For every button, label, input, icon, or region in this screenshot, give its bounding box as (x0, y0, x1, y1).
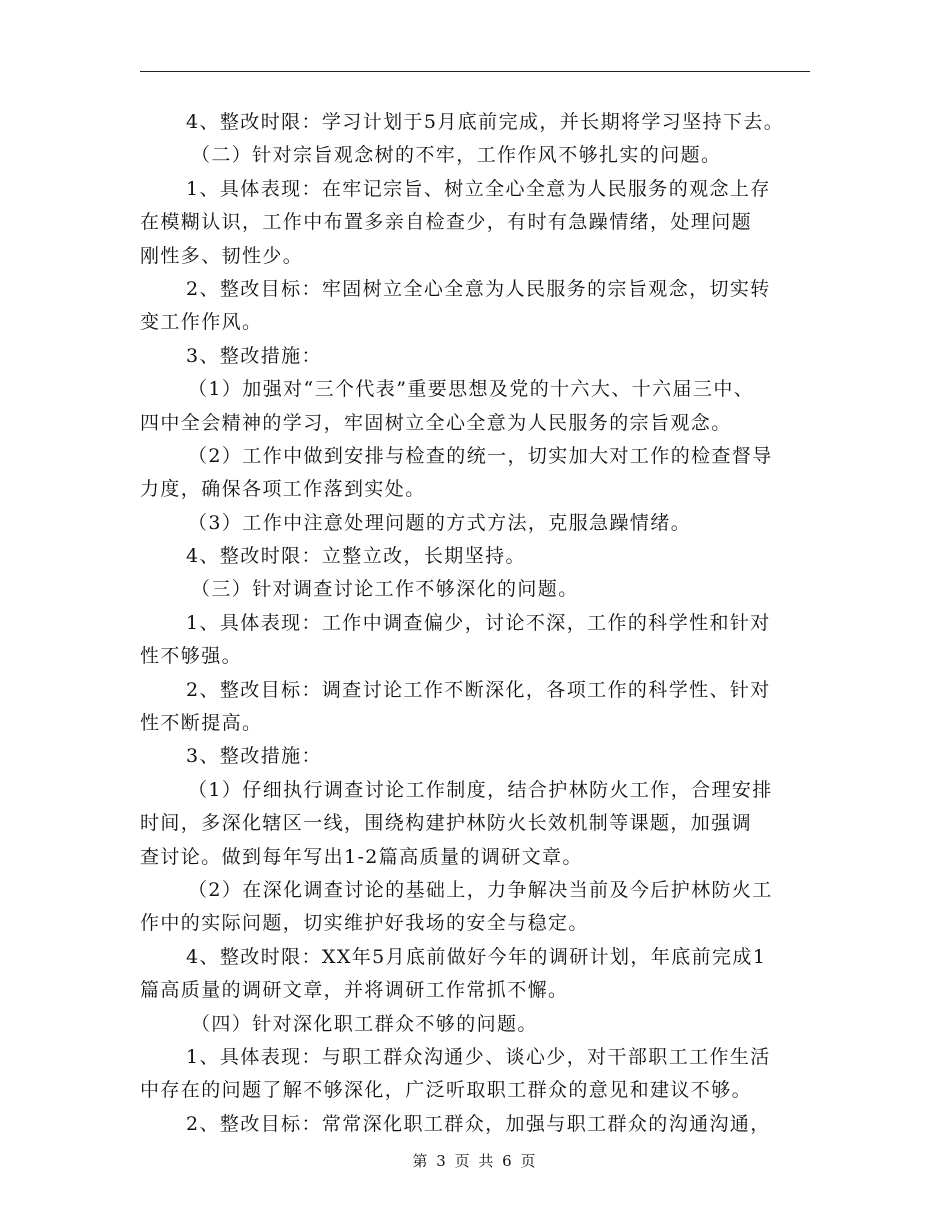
paragraph-line: 作中的实际问题，切实维护好我场的安全与稳定。 (140, 912, 589, 935)
paragraph-line: 1、具体表现：工作中调查偏少，讨论不深，工作的科学性和针对 (186, 611, 771, 634)
section-heading: （四）针对深化职工群众不够的问题。 (191, 1012, 538, 1035)
page-footer: 第 3 页 共 6 页 (412, 1152, 538, 1170)
document-body (140, 106, 830, 1141)
list-item-line: （2）在深化调查讨论的基础上，力争解决当前及今后护林防火工 (188, 878, 773, 901)
paragraph-line: 变工作作风。 (140, 311, 263, 334)
paragraph-line: 1、具体表现：与职工群众沟通少、谈心少，对干部职工工作生活 (186, 1045, 771, 1068)
paragraph-line: 刚性多、韧性少。 (140, 244, 304, 267)
paragraph-line: 2、整改目标：常常深化职工群众，加强与职工群众的沟通沟通， (186, 1112, 771, 1135)
paragraph-line: 性不够强。 (140, 645, 243, 668)
paragraph-line: 2、整改目标：牢固树立全心全意为人民服务的宗旨观念，切实转 (186, 277, 771, 300)
paragraph-line: 性不断提高。 (140, 712, 263, 735)
paragraph-line: 1、具体表现：在牢记宗旨、树立全心全意为人民服务的观念上存 (186, 177, 771, 200)
paragraph-line: 4、整改时限：立整立改，长期坚持。 (186, 545, 526, 568)
paragraph-line: 查讨论。做到每年写出1-2篇高质量的调研文章。 (140, 845, 583, 868)
paragraph-line: 2、整改目标：调查讨论工作不断深化，各项工作的科学性、针对 (186, 678, 771, 701)
list-item-line: （3）工作中注意处理问题的方式方法，克服急躁情绪。 (188, 511, 692, 534)
paragraph-line: 力度，确保各项工作落到实处。 (140, 478, 426, 501)
list-item-line: （1）仔细执行调查讨论工作制度，结合护林防火工作，合理安排 (188, 778, 773, 801)
list-item-line: （2）工作中做到安排与检查的统一，切实加大对工作的检查督导 (188, 444, 773, 467)
paragraph-line: 3、整改措施： (186, 344, 322, 367)
paragraph-line: 四中全会精神的学习，牢固树立全心全意为人民服务的宗旨观念。 (140, 411, 732, 434)
paragraph-line: 3、整改措施： (186, 745, 322, 768)
paragraph-line: 4、整改时限：学习计划于5月底前完成，并长期将学习坚持下去。 (186, 111, 785, 133)
section-heading: （二）针对宗旨观念树的不牢，工作作风不够扎实的问题。 (191, 144, 722, 167)
header-rule (140, 71, 810, 72)
paragraph-line: 篇高质量的调研文章，并将调研工作常抓不懈。 (140, 979, 569, 1002)
list-item-line: （1）加强对“三个代表”重要思想及党的十六大、十六届三中、 (188, 378, 755, 401)
paragraph-line: 4、整改时限：XX年5月底前做好今年的调研计划，年底前完成1 (186, 945, 767, 968)
paragraph-line: 在模糊认识，工作中布置多亲自检查少，有时有急躁情绪，处理问题 (140, 211, 753, 234)
paragraph-line: 时间，多深化辖区一线，围绕构建护林防火长效机制等课题，加强调 (140, 812, 753, 835)
paragraph-line: 中存在的问题了解不够深化，广泛听取职工群众的意见和建议不够。 (140, 1079, 753, 1102)
section-heading: （三）针对调查讨论工作不够深化的问题。 (191, 578, 579, 601)
